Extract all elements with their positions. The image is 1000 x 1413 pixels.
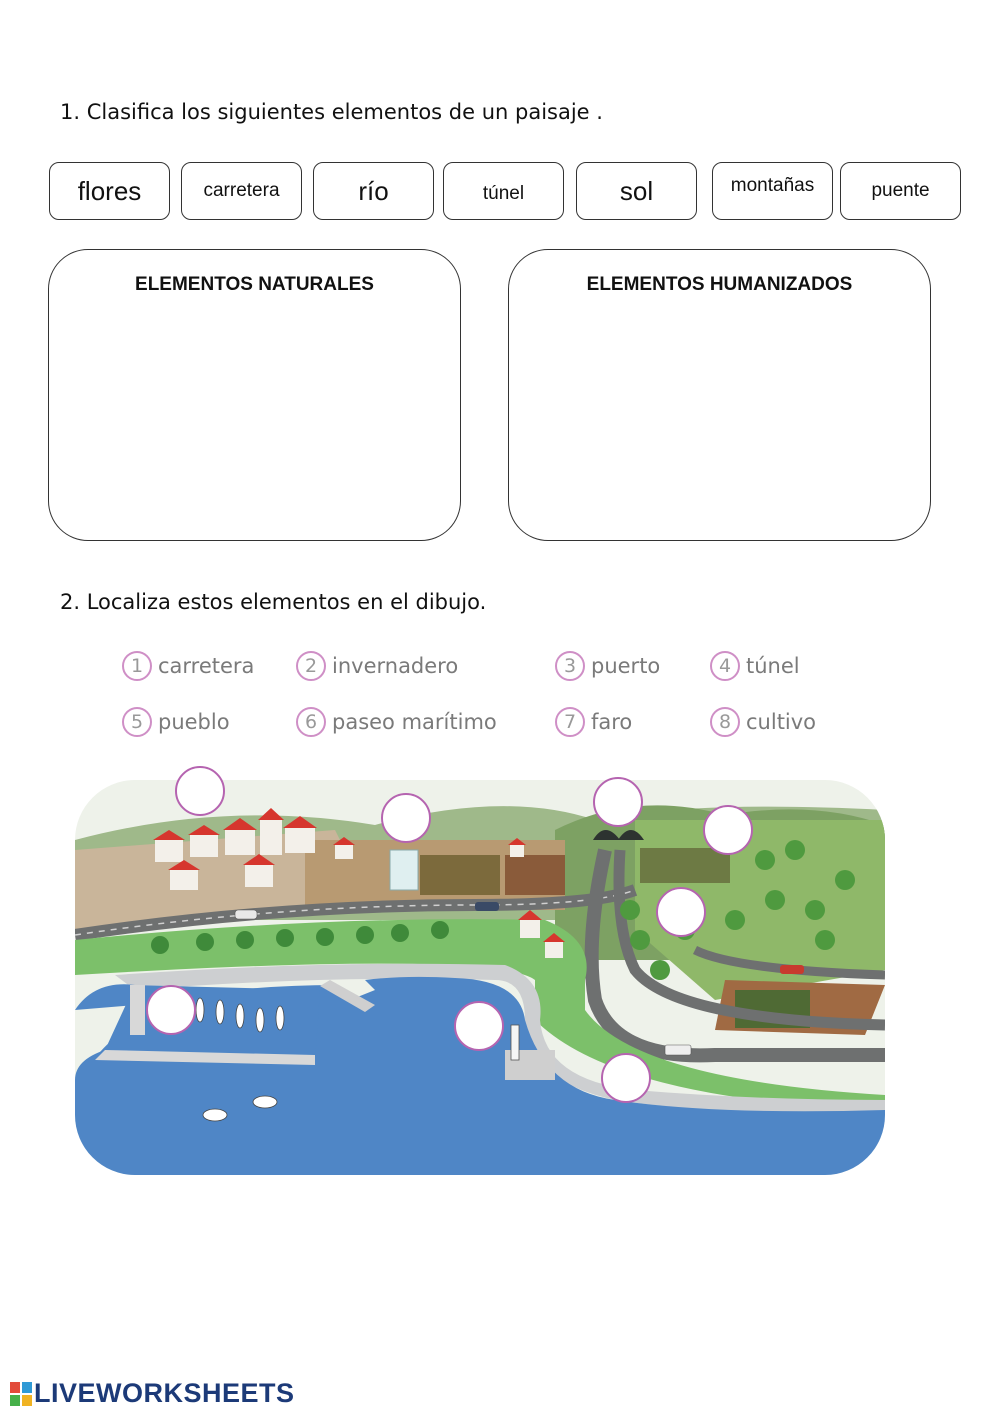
legend-item-tunel <box>710 651 800 681</box>
landscape-illustration <box>75 780 885 1175</box>
legend-number: 7 <box>555 707 585 737</box>
question-2-text: 2. Localiza estos elementos en el dibujo. <box>60 590 487 614</box>
answer-circle-carretera[interactable] <box>656 887 706 937</box>
legend-label: cultivo <box>746 710 817 734</box>
legend-number: 2 <box>296 651 326 681</box>
legend-label: paseo marítimo <box>332 710 497 734</box>
chip-flores[interactable]: flores <box>49 162 170 220</box>
legend-label: puerto <box>591 654 661 678</box>
legend-number: 3 <box>555 651 585 681</box>
humanized-elements-dropzone[interactable] <box>508 249 931 541</box>
legend-label: túnel <box>746 654 800 678</box>
question-1-text: 1. Clasifica los siguientes elementos de un paisaje . <box>60 100 603 124</box>
legend-number: 1 <box>122 651 152 681</box>
legend-item-faro <box>555 707 632 737</box>
chip-carretera[interactable]: carretera <box>181 162 302 220</box>
answer-circle-puerto[interactable] <box>146 985 196 1035</box>
legend-number: 6 <box>296 707 326 737</box>
legend-label: faro <box>591 710 633 734</box>
legend-number: 8 <box>710 707 740 737</box>
legend-label: invernadero <box>332 654 459 678</box>
natural-elements-title: ELEMENTOS NATURALES <box>135 274 374 295</box>
legend-item-paseo-maritimo <box>296 707 497 737</box>
legend-label: pueblo <box>158 710 230 734</box>
legend-item-pueblo <box>122 707 230 737</box>
legend-item-invernadero <box>296 651 458 681</box>
natural-elements-dropzone[interactable] <box>48 249 461 541</box>
answer-circle-paseo-maritimo[interactable] <box>601 1053 651 1103</box>
answer-circle-tunel[interactable] <box>593 777 643 827</box>
answer-circle-cultivo-forest[interactable] <box>703 805 753 855</box>
chip-sol[interactable]: sol <box>576 162 697 220</box>
humanized-elements-title: ELEMENTOS HUMANIZADOS <box>586 274 853 295</box>
liveworksheets-logo-icon <box>10 1382 32 1406</box>
legend-item-cultivo <box>710 707 816 737</box>
legend-number: 4 <box>710 651 740 681</box>
chip-puente[interactable]: puente <box>840 162 961 220</box>
chip-montanas[interactable]: montañas <box>712 162 833 220</box>
legend-item-carretera <box>122 651 254 681</box>
answer-circle-invernadero[interactable] <box>381 793 431 843</box>
liveworksheets-logo <box>10 1378 295 1409</box>
answer-circle-faro[interactable] <box>454 1001 504 1051</box>
legend-number: 5 <box>122 707 152 737</box>
liveworksheets-wordmark: LIVEWORKSHEETS <box>34 1378 295 1408</box>
chip-rio[interactable]: río <box>313 162 434 220</box>
legend-label: carretera <box>158 654 255 678</box>
legend-item-puerto <box>555 651 660 681</box>
chip-tunel[interactable]: túnel <box>443 162 564 220</box>
answer-circle-pueblo[interactable] <box>175 766 225 816</box>
